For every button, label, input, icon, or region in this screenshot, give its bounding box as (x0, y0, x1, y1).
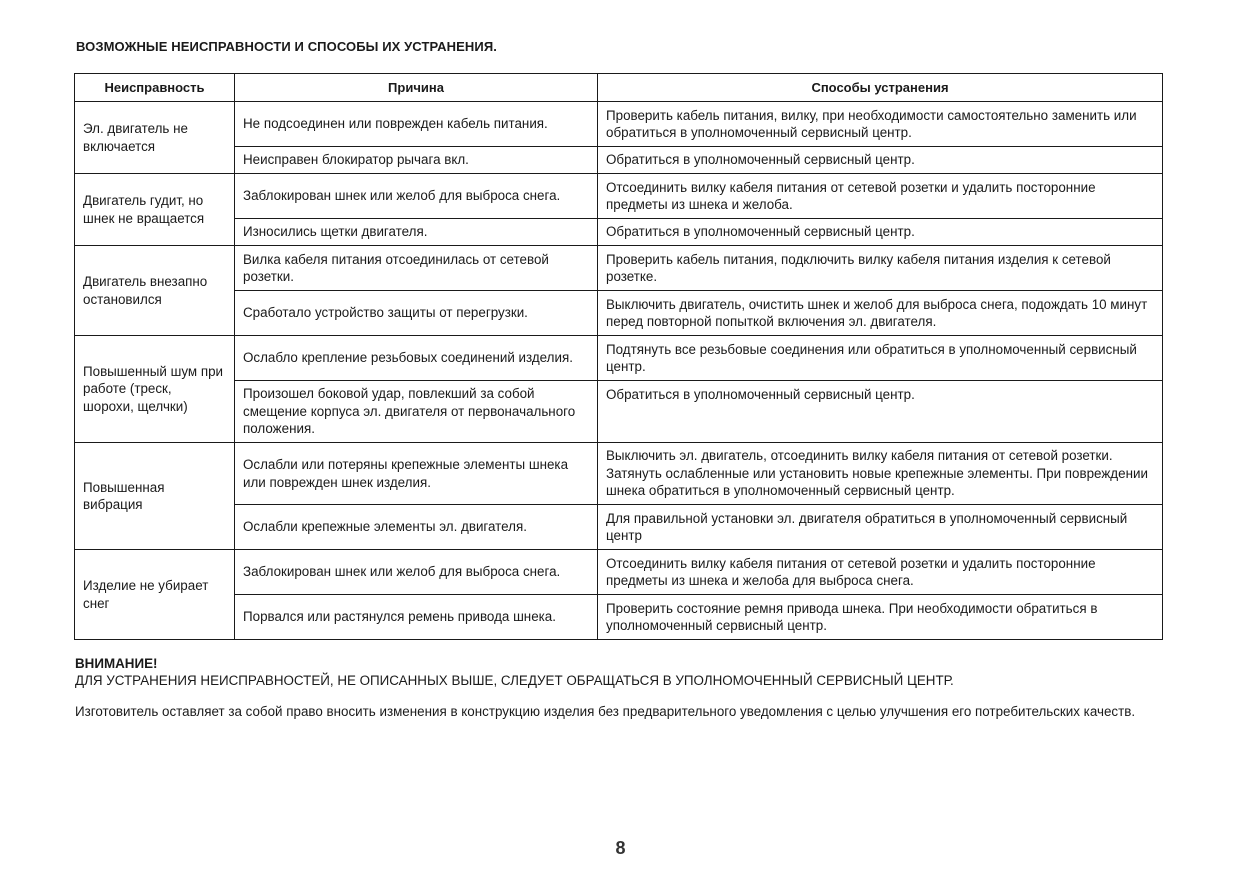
fault-cell: Эл. двигатель не включается (75, 102, 235, 174)
cause-cell: Не подсоединен или поврежден кабель питания. (235, 102, 598, 147)
remedy-cell: Выключить двигатель, очистить шнек и желоб для выброса снега, подождать 10 минут перед повторной попыткой включения эл. двигателя. (598, 291, 1163, 336)
page-number: 8 (615, 838, 626, 858)
remedy-cell: Проверить кабель питания, вилку, при необходимости самостоятельно заменить или обратиться в уполномоченный сервисный центр. (598, 102, 1163, 147)
troubleshooting-table (74, 73, 1163, 640)
cause-cell: Сработало устройство защиты от перегрузки. (235, 291, 598, 336)
remedy-cell: Обратиться в уполномоченный сервисный центр. (598, 381, 1163, 443)
table-row (75, 147, 1163, 174)
warning-block (75, 655, 954, 689)
table-row (75, 219, 1163, 246)
remedy-cell: Обратиться в уполномоченный сервисный центр. (598, 147, 1163, 174)
header-remedy: Способы устранения (598, 74, 1163, 102)
fault-cell: Повышенный шум при работе (треск, шорохи, щелчки) (75, 336, 235, 443)
cause-cell: Порвался или растянулся ремень привода шнека. (235, 595, 598, 640)
table-row (75, 174, 1163, 219)
header-fault: Неисправность (75, 74, 235, 102)
table-row (75, 550, 1163, 595)
cause-cell: Вилка кабеля питания отсоединилась от сетевой розетки. (235, 246, 598, 291)
fault-cell: Двигатель гудит, но шнек не вращается (75, 174, 235, 246)
remedy-cell: Проверить кабель питания, подключить вилку кабеля питания изделия к сетевой розетке. (598, 246, 1163, 291)
cause-cell: Произошел боковой удар, повлекший за собой смещение корпуса эл. двигателя от первоначального положения. (235, 381, 598, 443)
table-row (75, 595, 1163, 640)
table-row (75, 291, 1163, 336)
warning-text: ДЛЯ УСТРАНЕНИЯ НЕИСПРАВНОСТЕЙ, НЕ ОПИСАННЫХ ВЫШЕ, СЛЕДУЕТ ОБРАЩАТЬСЯ В УПОЛНОМОЧЕННЫЙ СЕРВИСНЫЙ ЦЕНТР. (75, 673, 954, 688)
cause-cell: Заблокирован шнек или желоб для выброса снега. (235, 174, 598, 219)
cause-cell: Ослабло крепление резьбовых соединений изделия. (235, 336, 598, 381)
cause-cell: Ослабли крепежные элементы эл. двигателя. (235, 505, 598, 550)
table-row (75, 443, 1163, 505)
table-row (75, 102, 1163, 147)
remedy-cell: Отсоединить вилку кабеля питания от сетевой розетки и удалить посторонние предметы из шнека и желоба для выброса снега. (598, 550, 1163, 595)
table-row (75, 336, 1163, 381)
cause-cell: Ослабли или потеряны крепежные элементы шнека или поврежден шнек изделия. (235, 443, 598, 505)
manufacturer-disclaimer: Изготовитель оставляет за собой право вносить изменения в конструкцию изделия без предварительного уведомления с целью улучшения его потребительских качеств. (75, 704, 1136, 719)
fault-cell: Изделие не убирает снег (75, 550, 235, 640)
remedy-cell: Для правильной установки эл. двигателя обратиться в уполномоченный сервисный центр (598, 505, 1163, 550)
fault-cell: Повышенная вибрация (75, 443, 235, 550)
header-cause: Причина (235, 74, 598, 102)
table-row (75, 246, 1163, 291)
table-row (75, 381, 1163, 443)
cause-cell: Заблокирован шнек или желоб для выброса снега. (235, 550, 598, 595)
cause-cell: Износились щетки двигателя. (235, 219, 598, 246)
remedy-cell: Проверить состояние ремня привода шнека. При необходимости обратиться в уполномоченный сервисный центр. (598, 595, 1163, 640)
table-header-row (75, 74, 1163, 102)
fault-cell: Двигатель внезапно остановился (75, 246, 235, 336)
warning-title: ВНИМАНИЕ! (75, 656, 158, 671)
remedy-cell: Обратиться в уполномоченный сервисный центр. (598, 219, 1163, 246)
page-title: ВОЗМОЖНЫЕ НЕИСПРАВНОСТИ И СПОСОБЫ ИХ УСТРАНЕНИЯ. (76, 39, 497, 54)
cause-cell: Неисправен блокиратор рычага вкл. (235, 147, 598, 174)
table-row (75, 505, 1163, 550)
remedy-cell: Отсоединить вилку кабеля питания от сетевой розетки и удалить посторонние предметы из шнека и желоба. (598, 174, 1163, 219)
remedy-cell: Подтянуть все резьбовые соединения или обратиться в уполномоченный сервисный центр. (598, 336, 1163, 381)
remedy-cell: Выключить эл. двигатель, отсоединить вилку кабеля питания от сетевой розетки. Затянуть ослабленные или установить новые крепежные элементы. При повреждении шнека обратиться в уполномоченный сервисный центр. (598, 443, 1163, 505)
